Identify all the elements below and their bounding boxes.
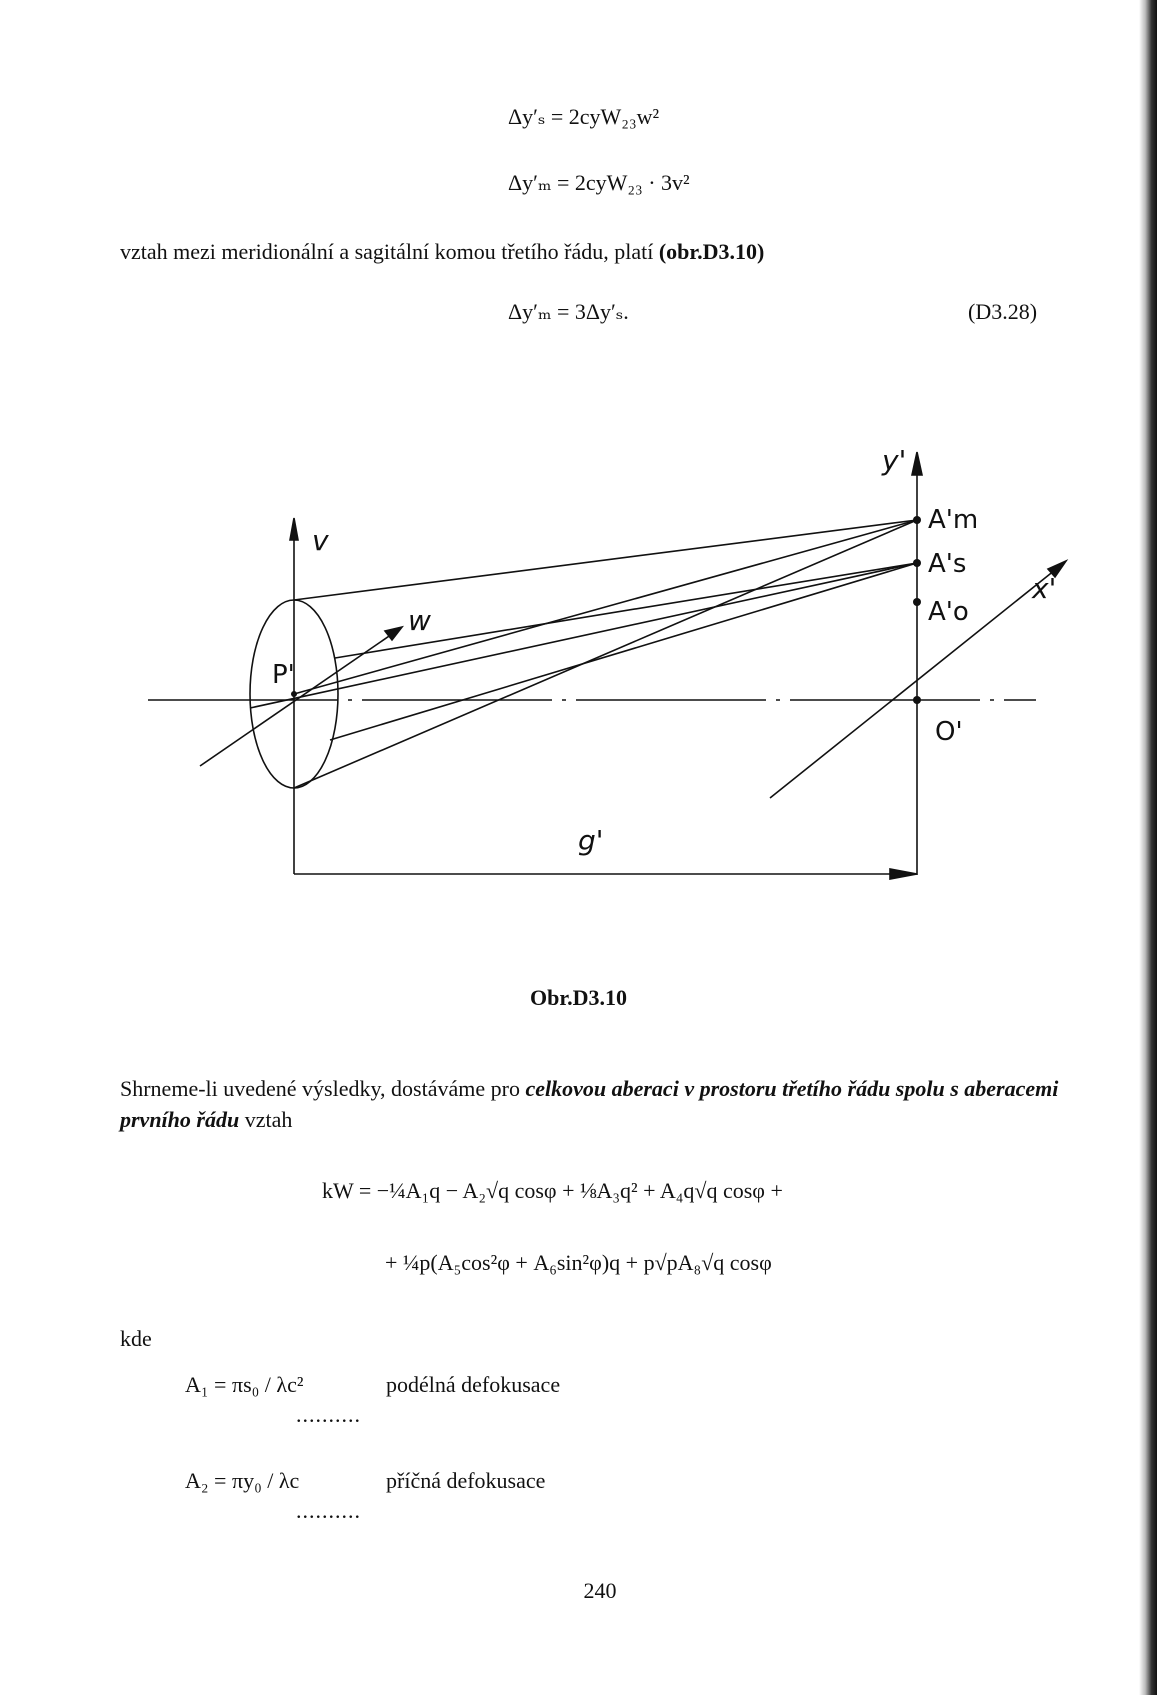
point-a-m — [913, 516, 921, 524]
distance-arrowhead — [890, 869, 917, 879]
equation-sagittal — [508, 104, 659, 130]
equation-meridional — [508, 170, 690, 196]
total-aberration-line-1-text: kW = −¼A₁q − A₂√q cosφ + ⅛A₃q² + A₄q√q cosφ + — [322, 1178, 783, 1203]
equation-d3-28-text: Δy′ₘ = 3Δy′ₛ. — [508, 299, 629, 324]
paragraph-summary — [120, 1073, 1070, 1135]
total-aberration-line-2 — [385, 1250, 772, 1276]
y-arrowhead — [912, 452, 922, 475]
w-axis — [200, 632, 395, 766]
point-p — [291, 691, 297, 697]
definition-a1-meaning: podélná defokusace — [386, 1372, 561, 1397]
label-a-o: A'o — [928, 597, 969, 627]
label-y: y' — [882, 444, 907, 477]
label-a-s: A's — [928, 549, 967, 579]
equation-meridional-text: Δy′ₘ = 2cyW₂₃ · 3v² — [508, 170, 690, 195]
summary-text-start: Shrneme-li uvedené výsledky, dostáváme pro — [120, 1076, 526, 1101]
label-x: x' — [1032, 572, 1057, 605]
label-v: v — [312, 524, 329, 557]
page-number: 240 — [583, 1578, 617, 1603]
definition-a2-symbol: A₂ = πy₀ / λc — [185, 1468, 300, 1493]
summary-text-end: vztah — [239, 1107, 293, 1132]
paragraph-coma-relation — [120, 236, 764, 267]
figure-caption: Obr.D3.10 — [530, 985, 627, 1010]
equation-tag-text: (D3.28) — [968, 299, 1038, 324]
equation-d3-28 — [508, 299, 629, 325]
equation-sagittal-text: Δy′ₛ = 2cyW₂₃w² — [508, 104, 660, 129]
label-o: O' — [935, 717, 963, 747]
definition-a1-dots: .......... — [296, 1402, 361, 1427]
label-a-m: A'm — [928, 505, 979, 535]
figure-d3-10 — [0, 440, 1157, 900]
label-g: g' — [578, 824, 604, 857]
ray-center — [294, 520, 917, 694]
point-a-s — [913, 559, 921, 567]
v-arrowhead — [290, 518, 298, 540]
equation-tag — [968, 299, 1037, 325]
label-p: P' — [272, 660, 295, 690]
paragraph-coma-text: vztah mezi meridionální a sagitální komou třetího řádu, platí — [120, 239, 659, 264]
total-aberration-line-2-text: + ¼p(A₅cos²φ + A₆sin²φ)q + p√pA₈√q cosφ — [385, 1250, 772, 1275]
summary-emphasis: celkovou aberaci v prostoru třetího řádu spolu s aberacemi prvního řádu — [120, 1076, 1059, 1132]
kde-label: kde — [120, 1326, 152, 1351]
point-a-o — [913, 598, 921, 606]
ray-lower-sagittal — [330, 563, 917, 740]
total-aberration-line-1 — [322, 1178, 783, 1204]
x-axis — [770, 570, 1055, 798]
ray-axis-cross — [250, 563, 917, 708]
label-w: w — [408, 604, 431, 637]
definition-a1-symbol: A₁ = πs₀ / λc² — [185, 1372, 304, 1397]
definition-a2-meaning: příčná defokusace — [386, 1468, 546, 1493]
definition-a2-dots: .......... — [296, 1498, 361, 1523]
point-o — [913, 696, 921, 704]
figure-reference: (obr.D3.10) — [658, 239, 765, 264]
